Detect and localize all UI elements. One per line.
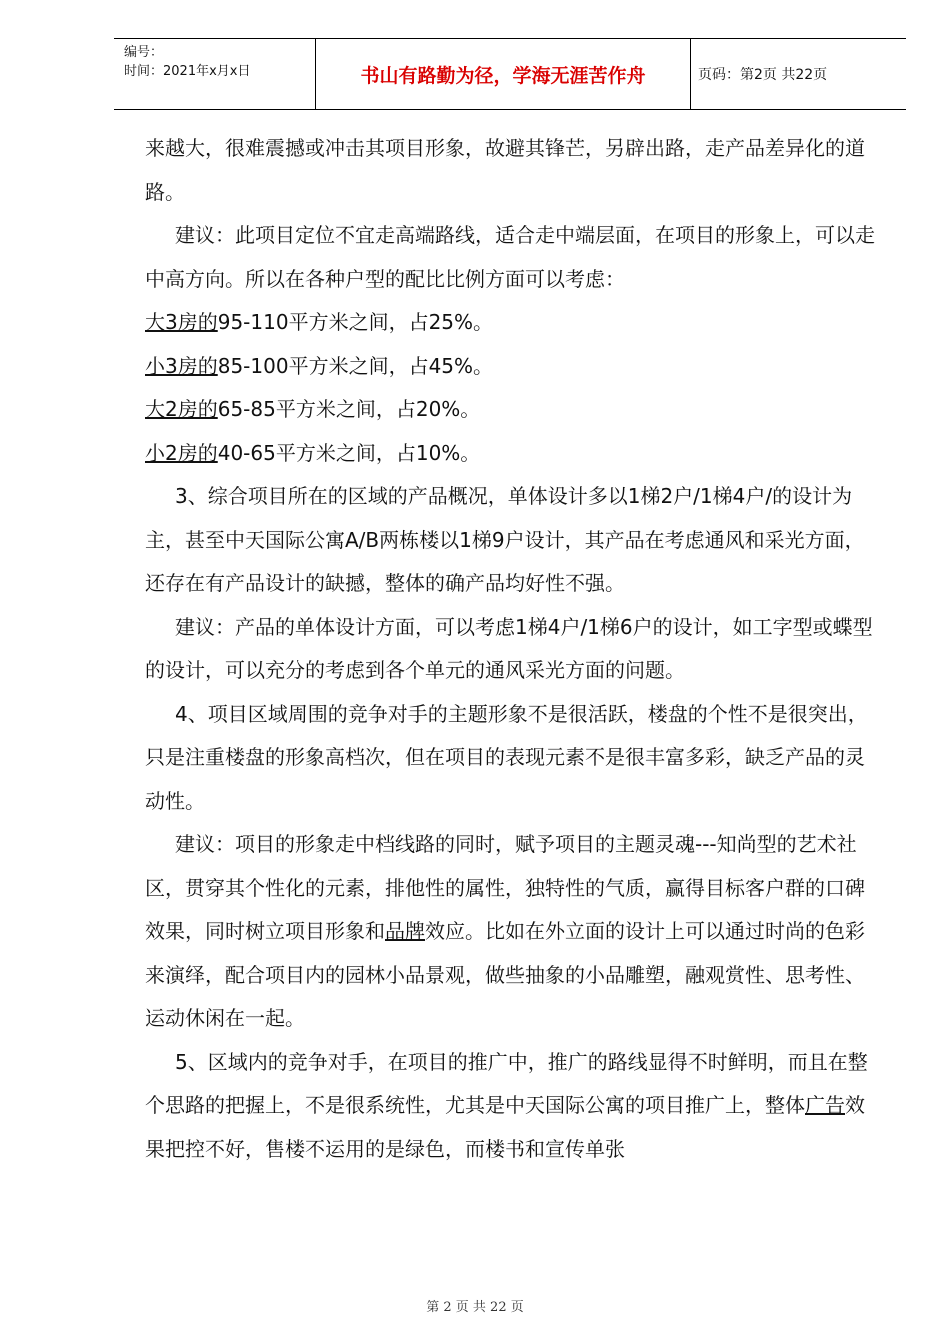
unit-type-detail: 65-85平方米之间，占20%。 [217, 397, 481, 421]
paragraph [145, 823, 880, 1041]
ratio-line [145, 301, 880, 345]
unit-type-detail: 85-100平方米之间，占45%。 [217, 353, 494, 378]
ratio-line [145, 345, 880, 389]
paragraph: 建议：此项目定位不宜走高端路线，适合走中端层面，在项目的形象上，可以走中高方向。所以在各种户型的配比比例方面可以考虑： [145, 223, 875, 291]
header-divider [690, 39, 691, 109]
ratio-line [145, 388, 880, 432]
unit-type-label: 小3房的 [145, 353, 218, 378]
document-body [145, 127, 880, 1171]
unit-type-detail: 40-65平方米之间，占10%。 [217, 440, 481, 465]
paragraph: 3、综合项目所在的区域的产品概况，单体设计多以1梯2户/1梯4户/的设计为主，甚至中天国际公寓A/B两栋楼以1梯9户设计，其产品在考虑通风和采光方面，还存在有产品设计的缺撼，整体的确产品均好性不强。 [145, 484, 865, 595]
underlined-term: 广告 [805, 1093, 845, 1117]
page-header [114, 38, 906, 110]
unit-type-label: 大2房的 [145, 397, 218, 421]
ratio-line [145, 432, 880, 476]
header-meta [124, 43, 250, 81]
unit-type-detail: 95-110平方米之间，占25%。 [217, 310, 494, 334]
header-page-number: 页码：第2页 共22页 [698, 67, 828, 83]
paragraph-text: 效果把控不好，售楼不运用的是绿色，而楼书和宣传单张 [145, 1093, 865, 1161]
paragraph [145, 1041, 880, 1172]
underlined-term: 品牌 [385, 919, 425, 943]
unit-type-label: 大3房的 [145, 310, 218, 334]
paragraph-text: 效应。比如在外立面的设计上可以通过时尚的色彩来演绎，配合项目内的园林小品景观，做些抽象的小品雕塑，融观赏性、思考性、运动休闲在一起。 [145, 919, 865, 1030]
document-number-label: 编号： [124, 45, 164, 60]
paragraph-text: 5、区域内的竞争对手，在项目的推广中，推广的路线显得不时鲜明，而且在整个思路的把握上，不是很系统性，尤其是中天国际公寓的项目推广上，整体 [145, 1049, 868, 1117]
paragraph: 建议：产品的单体设计方面，可以考虑1梯4户/1梯6户的设计，如工字型或蝶型的设计，可以充分的考虑到各个单元的通风采光方面的问题。 [145, 614, 873, 682]
document-time-label: 时间：2021年x月x日 [124, 64, 251, 79]
page-footer: 第 2 页 共 22 页 [426, 1300, 524, 1315]
paragraph: 来越大，很难震撼或冲击其项目形象，故避其锋芒，另辟出路，走产品差异化的道路。 [145, 136, 865, 204]
header-motto: 书山有路勤为径，学海无涯苦作舟 [360, 64, 646, 87]
paragraph-text: 建议：项目的形象走中档线路的同时，赋予项目的主题灵魂---知尚型的艺术社区，贯穿其个性化的元素，排他性的属性，独特性的气质，赢得目标客户群的口碑效果，同时树立项目形象和 [145, 832, 865, 943]
unit-type-label: 小2房的 [145, 440, 218, 465]
paragraph: 4、项目区域周围的竞争对手的主题形象不是很活跃，楼盘的个性不是很突出，只是注重楼盘的形象高档次，但在项目的表现元素不是很丰富多彩，缺乏产品的灵动性。 [145, 701, 868, 813]
